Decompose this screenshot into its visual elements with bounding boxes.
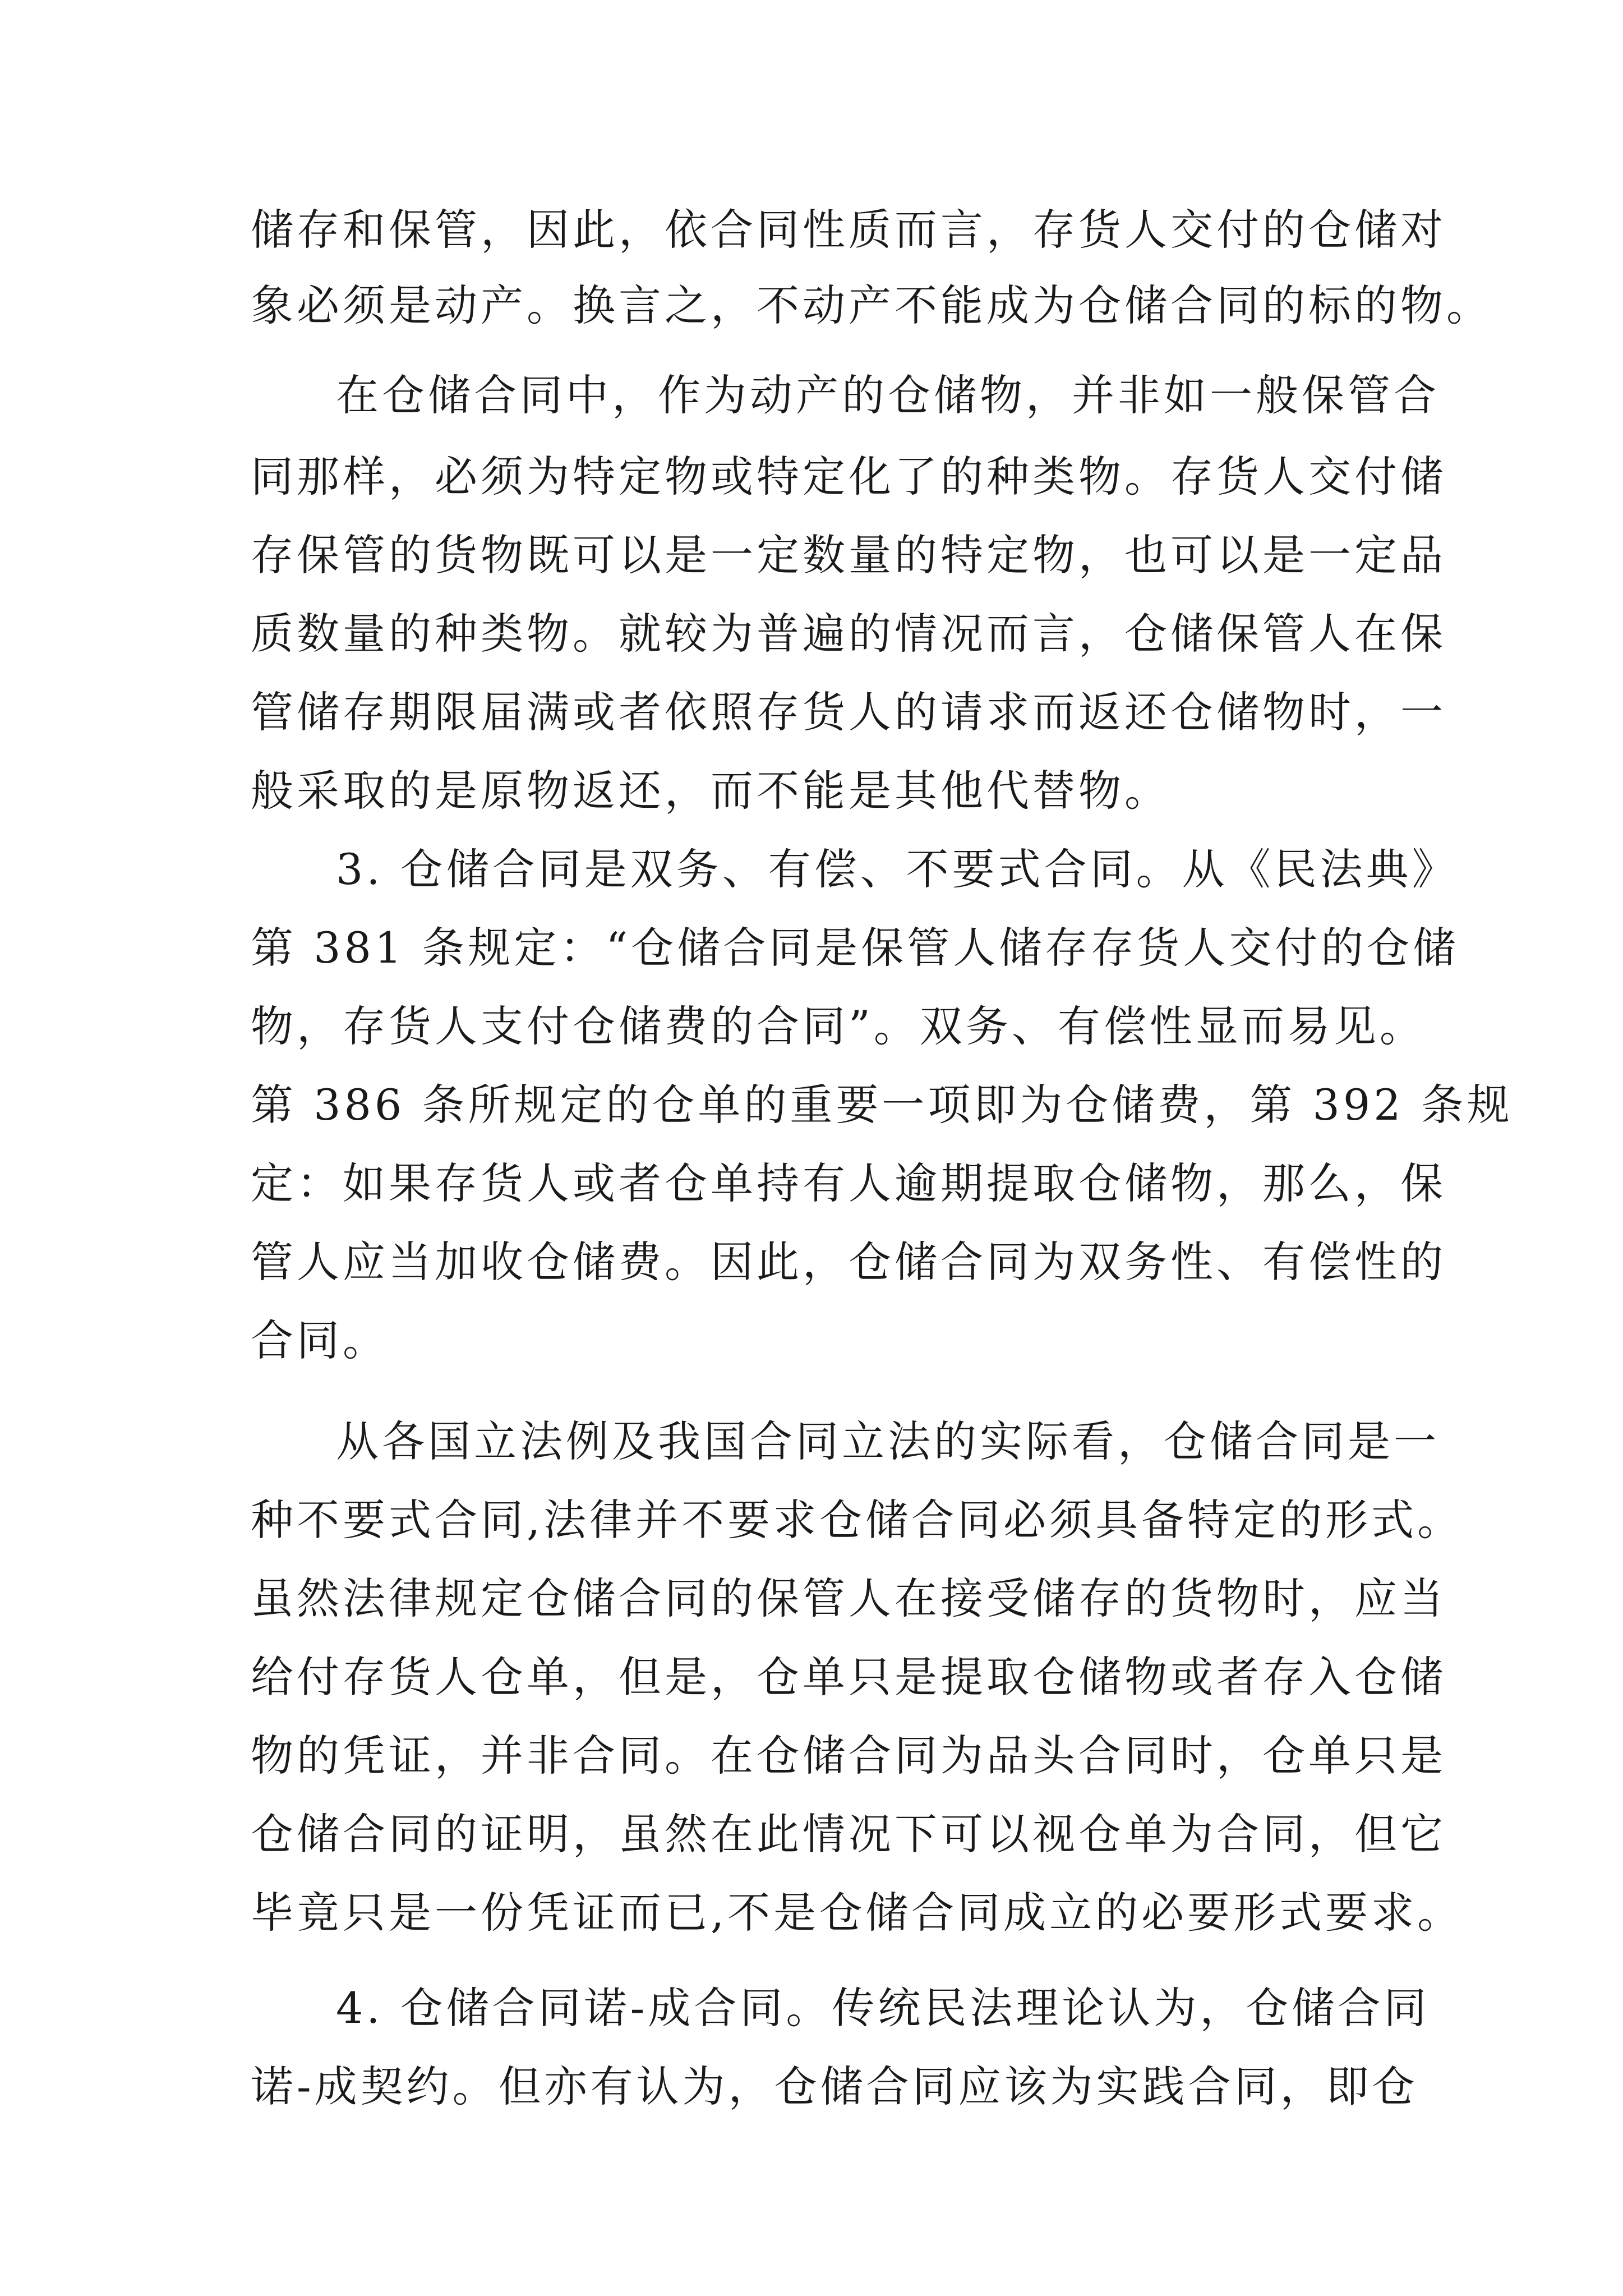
text-line: 管人应当加收仓储费。因此，仓储合同为双务性、有偿性的 <box>251 1237 1446 1287</box>
text-line: 象必须是动产。换言之，不动产不能成为仓储合同的标的物。 <box>251 280 1492 330</box>
text-line: 虽然法律规定仓储合同的保管人在接受储存的货物时，应当 <box>251 1573 1446 1623</box>
text-line: 合同。 <box>251 1315 389 1365</box>
text-line: 第 381 条规定：“仓储合同是保管人储存存货人交付的仓储 <box>251 923 1459 973</box>
paragraph-first-line: 4. 仓储合同诺-成合同。传统民法理论认为，仓储合同 <box>336 1983 1430 2033</box>
text-line: 存保管的货物既可以是一定数量的特定物，也可以是一定品 <box>251 530 1446 580</box>
paragraph-first-line: 3. 仓储合同是双务、有偿、不要式合同。从《民法典》 <box>336 844 1458 894</box>
paragraph-first-line: 从各国立法例及我国合同立法的实际看，仓储合同是一 <box>336 1416 1440 1466</box>
text-line: 毕竟只是一份凭证而已,不是仓储合同成立的必要形式要求。 <box>251 1888 1464 1938</box>
text-line: 仓储合同的证明，虽然在此情况下可以视仓单为合同，但它 <box>251 1809 1446 1859</box>
text-line: 同那样，必须为特定物或特定化了的种类物。存货人交付储 <box>251 452 1446 501</box>
text-line: 定：如果存货人或者仓单持有人逾期提取仓储物，那么，保 <box>251 1158 1446 1208</box>
text-line: 给付存货人仓单，但是，仓单只是提取仓储物或者存入仓储 <box>251 1652 1446 1702</box>
text-line: 第 386 条所规定的仓单的重要一项即为仓储费，第 392 条规 <box>251 1080 1513 1130</box>
text-line: 质数量的种类物。就较为普遍的情况而言，仓储保管人在保 <box>251 609 1446 659</box>
text-line: 物的凭证，并非合同。在仓储合同为品头合同时，仓单只是 <box>251 1731 1446 1780</box>
text-line: 种不要式合同,法律并不要求仓储合同必须具备特定的形式。 <box>251 1495 1464 1545</box>
paragraph-first-line: 在仓储合同中，作为动产的仓储物，并非如一般保管合 <box>336 370 1440 420</box>
text-line: 管储存期限届满或者依照存货人的请求而返还仓储物时，一 <box>251 687 1446 737</box>
text-line: 般采取的是原物返还，而不能是其他代替物。 <box>251 766 1170 816</box>
text-line: 储存和保管，因此，依合同性质而言，存货人交付的仓储对 <box>251 205 1446 255</box>
text-line: 物，存货人支付仓储费的合同”。双务、有偿性显而易见。 <box>251 1001 1426 1051</box>
text-line: 诺-成契约。但亦有认为，仓储合同应该为实践合同，即仓 <box>251 2062 1418 2111</box>
